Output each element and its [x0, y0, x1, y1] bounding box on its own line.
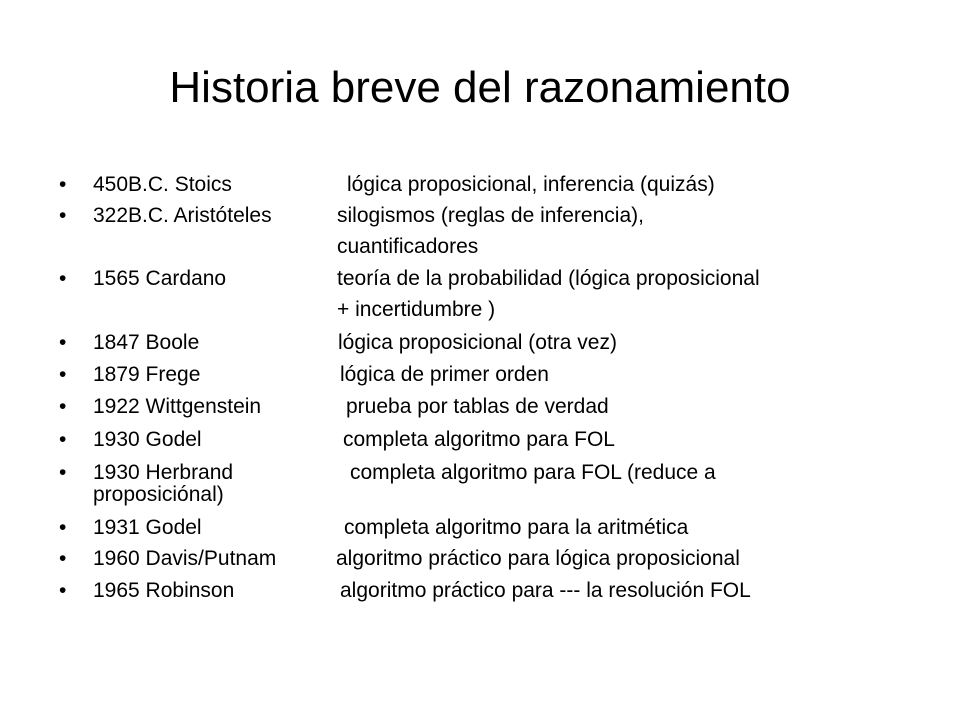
- bullet-icon: •: [59, 363, 67, 386]
- item-continuation: + incertidumbre ): [337, 298, 496, 321]
- item-what: lógica proposicional (otra vez): [338, 331, 617, 354]
- bullet-icon: •: [59, 547, 67, 570]
- item-who: 1922 Wittgenstein: [93, 395, 262, 418]
- item-continuation: cuantificadores: [337, 235, 479, 258]
- bullet-icon: •: [59, 579, 67, 602]
- item-what: completa algoritmo para la aritmética: [344, 516, 689, 539]
- item-what: algoritmo práctico para lógica proposicional: [336, 547, 740, 570]
- item-what: lógica proposicional, inferencia (quizás): [347, 173, 715, 196]
- bullet-icon: •: [59, 428, 67, 451]
- item-who: 1965 Robinson: [93, 579, 235, 602]
- item-who: 1847 Boole: [93, 331, 200, 354]
- item-who: 1879 Frege: [93, 363, 201, 386]
- item-what: prueba por tablas de verdad: [346, 395, 609, 418]
- item-what: silogismos (reglas de inferencia),: [337, 204, 644, 227]
- bullet-icon: •: [59, 204, 67, 227]
- item-who: 322B.C. Aristóteles: [93, 204, 272, 227]
- bullet-icon: •: [59, 331, 67, 354]
- bullet-icon: •: [59, 461, 67, 484]
- slide-title: Historia breve del razonamiento: [169, 63, 791, 112]
- item-what: completa algoritmo para FOL (reduce a: [350, 461, 716, 484]
- item-who: 1930 Godel: [93, 428, 202, 451]
- item-who: 1931 Godel: [93, 516, 202, 539]
- bullet-icon: •: [59, 395, 67, 418]
- item-what: algoritmo práctico para --- la resolución FOL: [340, 579, 751, 602]
- item-what: lógica de primer orden: [340, 363, 549, 386]
- item-who: 450B.C. Stoics: [93, 173, 232, 196]
- bullet-icon: •: [59, 267, 67, 290]
- item-continuation: proposiciónal): [93, 483, 224, 506]
- item-what: completa algoritmo para FOL: [343, 428, 615, 451]
- bullet-icon: •: [59, 516, 67, 539]
- item-who: 1565 Cardano: [93, 267, 227, 290]
- item-who: 1930 Herbrand: [93, 461, 234, 484]
- bullet-icon: •: [59, 173, 67, 196]
- item-what: teoría de la probabilidad (lógica proposicional: [337, 267, 760, 290]
- item-who: 1960 Davis/Putnam: [93, 547, 277, 570]
